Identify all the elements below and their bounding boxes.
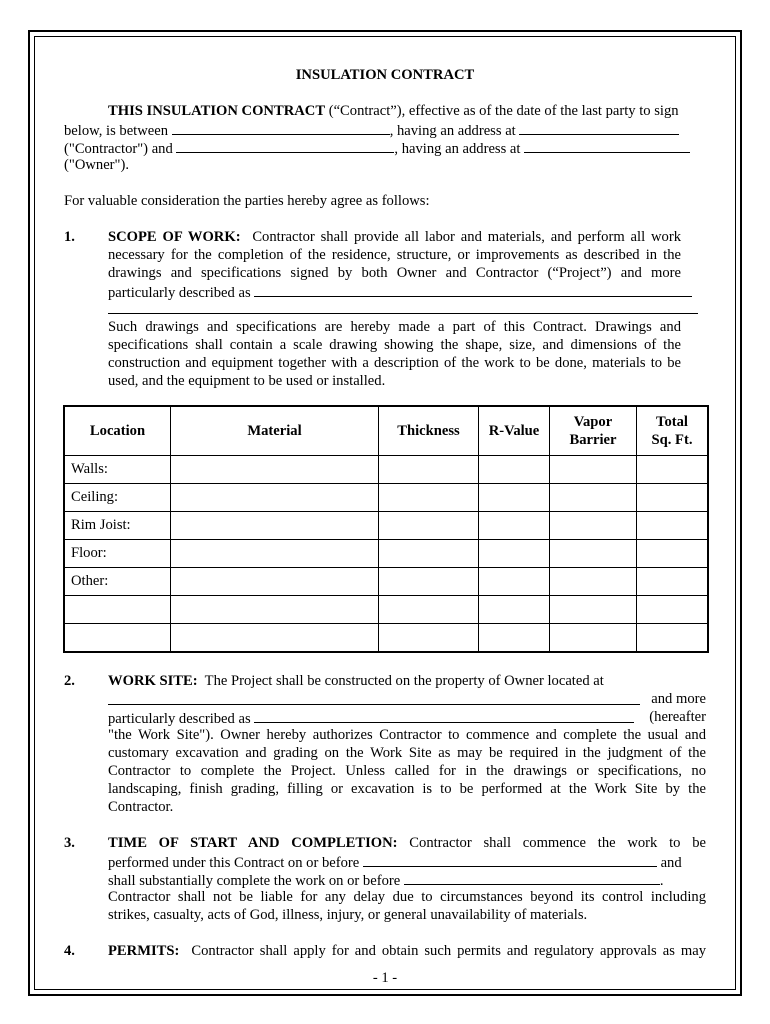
vapor-barrier-cell[interactable] <box>550 456 637 484</box>
page-number: - 1 - <box>372 970 398 986</box>
thickness-cell[interactable] <box>379 596 479 624</box>
rvalue-cell[interactable] <box>479 456 550 484</box>
thickness-cell[interactable] <box>379 456 479 484</box>
owner-address-field[interactable] <box>524 138 690 153</box>
row-label: Rim Joist: <box>64 512 171 540</box>
total-sqft-cell[interactable] <box>637 624 709 653</box>
section-3-line-2: performed under this Contract on or before and <box>108 852 682 872</box>
col-total-sqft-header: Total Sq. Ft. <box>637 406 709 456</box>
vapor-barrier-cell[interactable] <box>550 540 637 568</box>
section-2-line-4: "the Work Site"). Owner hereby authorizes Contractor to commence and complete the usual and <box>108 727 706 743</box>
section-1-line-2: necessary for the completion of the residence, structure, or improvements as described in the <box>108 247 681 263</box>
thickness-cell[interactable] <box>379 512 479 540</box>
total-sqft-cell[interactable] <box>637 568 709 596</box>
total-sqft-cell[interactable] <box>637 456 709 484</box>
thickness-cell[interactable] <box>379 568 479 596</box>
material-cell[interactable] <box>171 484 379 512</box>
col-location-header: Location <box>64 406 171 456</box>
row-label: Other: <box>64 568 171 596</box>
row-label[interactable] <box>64 596 171 624</box>
section-1-para2-line-4: used, and the equipment to be used or installed. <box>108 373 386 389</box>
section-1-number: 1. <box>64 229 75 245</box>
section-1-line-4: particularly described as <box>108 282 692 302</box>
section-2-number: 2. <box>64 673 75 689</box>
total-sqft-cell[interactable] <box>637 484 709 512</box>
section-1-para2-line-1: Such drawings and specifications are hereby made a part of this Contract. Drawings and <box>108 319 681 335</box>
row-label: Floor: <box>64 540 171 568</box>
table-row <box>64 456 708 484</box>
section-4-line-1: PERMITS: Contractor shall apply for and obtain such permits and regulatory approvals as may <box>108 943 706 959</box>
section-4-heading: PERMITS: <box>108 943 180 959</box>
rvalue-cell[interactable] <box>479 540 550 568</box>
total-sqft-cell[interactable] <box>637 512 709 540</box>
row-label: Ceiling: <box>64 484 171 512</box>
vapor-barrier-cell[interactable] <box>550 568 637 596</box>
thickness-cell[interactable] <box>379 484 479 512</box>
section-3-line-3: shall substantially complete the work on or before . <box>108 870 664 890</box>
section-1-para2-line-2: specifications shall contain a scale drawing showing the shape, size, and dimensions of the <box>108 337 681 353</box>
total-sqft-cell[interactable] <box>637 596 709 624</box>
col-material-header: Material <box>171 406 379 456</box>
start-date-field[interactable] <box>363 852 657 867</box>
owner-name-field[interactable] <box>176 138 394 153</box>
material-cell[interactable] <box>171 568 379 596</box>
col-rvalue-header: R-Value <box>479 406 550 456</box>
section-2-line-5: customary excavation and grading on the Work Site as may be required in the judgment of the <box>108 745 706 761</box>
table-row <box>64 512 708 540</box>
work-site-location-field[interactable] <box>108 690 640 705</box>
total-sqft-cell[interactable] <box>637 540 709 568</box>
intro-line-2: below, is between , having an address at <box>64 120 679 140</box>
section-1-heading: SCOPE OF WORK: <box>108 229 241 245</box>
section-2-line-8: Contractor. <box>108 799 174 815</box>
rvalue-cell[interactable] <box>479 624 550 653</box>
material-cell[interactable] <box>171 456 379 484</box>
thickness-cell[interactable] <box>379 624 479 653</box>
work-site-description-field[interactable] <box>254 708 634 723</box>
consideration-text: For valuable consideration the parties hereby agree as follows: <box>64 193 430 209</box>
section-2-line-2: and more <box>108 690 706 710</box>
section-4-number: 4. <box>64 943 75 959</box>
section-2-heading: WORK SITE: <box>108 673 198 689</box>
col-vapor-barrier-header: Vapor Barrier <box>550 406 637 456</box>
completion-date-field[interactable] <box>404 870 660 885</box>
row-label[interactable] <box>64 624 171 653</box>
section-1-line-3: drawings and specifications signed by both Owner and Contractor (“Project”) and more <box>108 265 681 281</box>
section-2-line-6: Contractor to complete the Project. Unless called for in the drawings or specifications, no <box>108 763 706 779</box>
rvalue-cell[interactable] <box>479 568 550 596</box>
vapor-barrier-cell[interactable] <box>550 484 637 512</box>
vapor-barrier-cell[interactable] <box>550 512 637 540</box>
vapor-barrier-cell[interactable] <box>550 624 637 653</box>
col-thickness-header: Thickness <box>379 406 479 456</box>
contractor-name-field[interactable] <box>172 120 390 135</box>
rvalue-cell[interactable] <box>479 512 550 540</box>
document-title: INSULATION CONTRACT <box>295 67 475 83</box>
material-cell[interactable] <box>171 596 379 624</box>
intro-lead-bold: THIS INSULATION CONTRACT <box>108 103 326 119</box>
table-row <box>64 484 708 512</box>
row-label: Walls: <box>64 456 171 484</box>
project-description-field-2[interactable] <box>108 299 698 314</box>
table-row <box>64 568 708 596</box>
table-row <box>64 624 708 653</box>
contractor-address-field[interactable] <box>519 120 679 135</box>
vapor-barrier-cell[interactable] <box>550 596 637 624</box>
section-2-line-3: particularly described as (hereafter <box>108 709 706 727</box>
section-3-line-1: TIME OF START AND COMPLETION: Contractor shall commence the work to be <box>108 835 706 851</box>
table-row <box>64 540 708 568</box>
section-1-line-1: SCOPE OF WORK: Contractor shall provide all labor and materials, and perform all work <box>108 229 682 245</box>
section-3-line-4: Contractor shall not be liable for any delay due to circumstances beyond its control including <box>108 889 706 905</box>
section-3-line-5: strikes, casualty, acts of God, illness, injury, or general unavailability of materials. <box>108 907 588 923</box>
project-description-field[interactable] <box>254 282 692 297</box>
table-header-row <box>64 406 708 456</box>
intro-line-1 <box>108 102 679 120</box>
rvalue-cell[interactable] <box>479 484 550 512</box>
material-cell[interactable] <box>171 512 379 540</box>
section-1-para2-line-3: construction and equipment together with a description of the work to be done, materials to be <box>108 355 681 371</box>
intro-line-3: ("Contractor") and , having an address at <box>64 138 690 158</box>
section-3-number: 3. <box>64 835 75 851</box>
material-cell[interactable] <box>171 624 379 653</box>
material-cell[interactable] <box>171 540 379 568</box>
intro-lead-rest: (“Contract”), effective as of the date of the last party to sign <box>325 103 679 119</box>
rvalue-cell[interactable] <box>479 596 550 624</box>
table-row <box>64 596 708 624</box>
section-2-line-1: WORK SITE: The Project shall be constructed on the property of Owner located at <box>108 673 604 689</box>
section-2-line-7: landscaping, finish grading, filling or excavation is to be performed at the Work Site by the <box>108 781 706 797</box>
thickness-cell[interactable] <box>379 540 479 568</box>
insulation-table <box>63 405 709 653</box>
section-3-heading: TIME OF START AND COMPLETION: <box>108 835 398 851</box>
intro-line-4: ("Owner"). <box>64 157 129 173</box>
